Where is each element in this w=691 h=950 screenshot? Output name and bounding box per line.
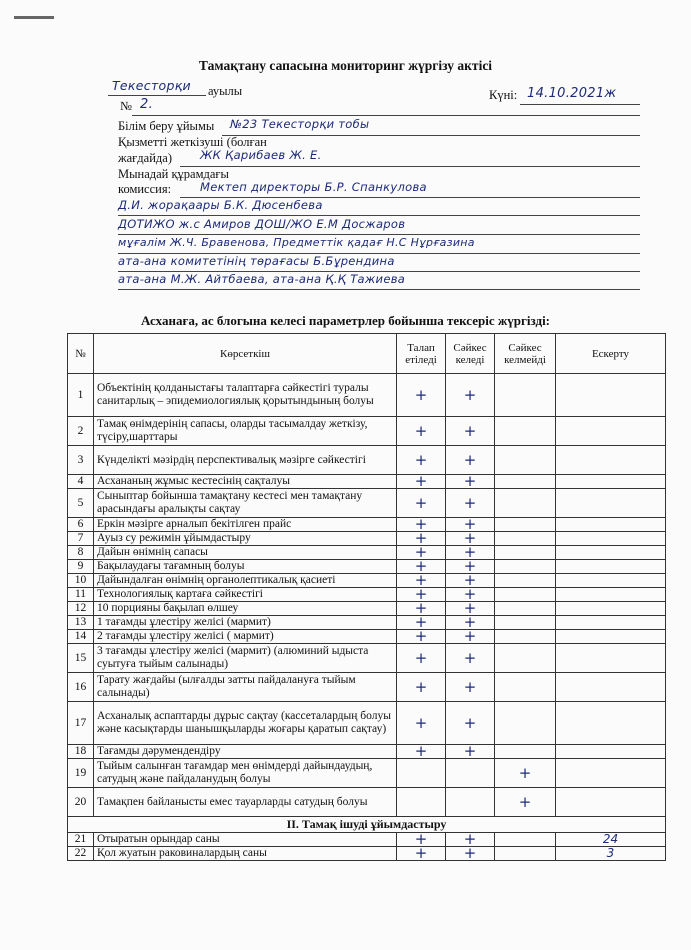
org-handwritten: №23 Текесторқи тобы <box>230 117 370 131</box>
commission-label-line2: комиссия: <box>118 182 172 196</box>
row-noncompliant <box>495 374 556 417</box>
inspection-table <box>67 333 666 861</box>
row-indicator: Дайын өнімнің сапасы <box>94 546 397 560</box>
date-underline <box>520 104 640 105</box>
row-number: 11 <box>68 588 94 602</box>
row-indicator: Тамақпен байланысты емес тауарларды сатудың болуы <box>94 788 397 817</box>
row-indicator: Тарату жағдайы (ылғалды затты пайдалануға тыйым салынады) <box>94 673 397 702</box>
row-note <box>556 602 666 616</box>
row-note <box>556 644 666 673</box>
row-note <box>556 446 666 475</box>
date-label: Күні: <box>489 88 518 102</box>
row-indicator: Бақылаудағы тағамның болуы <box>94 560 397 574</box>
row-compliant: + <box>446 673 495 702</box>
commission-underline <box>118 215 640 216</box>
row-compliant: + <box>446 560 495 574</box>
row-required: + <box>397 745 446 759</box>
row-compliant: + <box>446 446 495 475</box>
row-noncompliant <box>495 574 556 588</box>
row-required: + <box>397 847 446 861</box>
row-indicator: Объектінің қолданыстағы талаптарға сәйкестігі туралы санитарлық – эпидемиологиялық қорытындының болуы <box>94 374 397 417</box>
supplier-underline <box>180 166 640 167</box>
row-indicator: Сыныптар бойынша тамақтану кестесі мен тамақтану арасындағы аралықты сақтау <box>94 489 397 518</box>
commission-member-line: мұғалім Ж.Ч. Бравенова, Предметтік қадағ Н.С Нұрғазина <box>118 236 475 249</box>
table-row <box>68 630 666 644</box>
number-underline <box>132 115 640 116</box>
row-noncompliant <box>495 673 556 702</box>
row-compliant: + <box>446 574 495 588</box>
row-number: 9 <box>68 560 94 574</box>
row-indicator: Асхананың жұмыс кестесінің сақталуы <box>94 475 397 489</box>
table-row <box>68 847 666 861</box>
row-indicator: Күнделікті мәзірдің перспективалық мәзірге сәйкестігі <box>94 446 397 475</box>
header-note: Ескерту <box>556 334 666 374</box>
row-note <box>556 745 666 759</box>
row-required: + <box>397 518 446 532</box>
table-row <box>68 702 666 745</box>
row-number: 8 <box>68 546 94 560</box>
row-noncompliant <box>495 417 556 446</box>
commission-member-line: ата-ана М.Ж. Айтбаева, ата-ана Қ.Қ Тажиева <box>118 272 406 286</box>
row-note: 24 <box>556 833 666 847</box>
table-row <box>68 788 666 817</box>
row-indicator: Еркін мәзірге арналып бекітілген прайс <box>94 518 397 532</box>
row-number: 16 <box>68 673 94 702</box>
row-compliant: + <box>446 374 495 417</box>
row-required: + <box>397 616 446 630</box>
table-row <box>68 475 666 489</box>
commission-member-line: ата-ана комитетінің төрағасы Б.Бұрендина <box>118 254 395 268</box>
row-noncompliant <box>495 518 556 532</box>
row-number: 15 <box>68 644 94 673</box>
row-required: + <box>397 446 446 475</box>
row-required: + <box>397 702 446 745</box>
table-row <box>68 546 666 560</box>
commission-label-line1: Мынадай құрамдағы <box>118 167 229 181</box>
commission-member-line: Д.И. жорақаары Б.К. Дюсенбева <box>118 198 323 212</box>
row-noncompliant <box>495 602 556 616</box>
row-required: + <box>397 475 446 489</box>
row-indicator: Тамақ өнімдерінің сапасы, оларды тасымалдау жеткізу, түсіру,шарттары <box>94 417 397 446</box>
table-row <box>68 745 666 759</box>
row-indicator: Технологиялық картаға сәйкестігі <box>94 588 397 602</box>
village-underline <box>108 95 206 96</box>
row-noncompliant <box>495 489 556 518</box>
row-required: + <box>397 602 446 616</box>
row-required: + <box>397 489 446 518</box>
row-note <box>556 759 666 788</box>
row-indicator: 10 порцияны бақылап өлшеу <box>94 602 397 616</box>
row-note <box>556 673 666 702</box>
row-compliant: + <box>446 644 495 673</box>
row-noncompliant <box>495 475 556 489</box>
row-required: + <box>397 417 446 446</box>
row-number: 19 <box>68 759 94 788</box>
row-noncompliant: + <box>495 759 556 788</box>
header-indicator: Көрсеткіш <box>94 334 397 374</box>
row-indicator: 1 тағамды ұлестіру желісі (мармит) <box>94 616 397 630</box>
row-number: 12 <box>68 602 94 616</box>
section-2-title: II. Тамақ ішуді ұйымдастыру <box>68 817 666 833</box>
scan-mark <box>14 16 54 19</box>
header-required: Талап етіледі <box>397 334 446 374</box>
row-number: 13 <box>68 616 94 630</box>
row-required: + <box>397 574 446 588</box>
row-number: 21 <box>68 833 94 847</box>
table-row <box>68 833 666 847</box>
row-compliant: + <box>446 847 495 861</box>
supplier-handwritten: ЖК Қарибаев Ж. Е. <box>200 148 322 162</box>
table-row <box>68 417 666 446</box>
row-compliant: + <box>446 518 495 532</box>
row-required: + <box>397 673 446 702</box>
supplier-label-line2: жағдайда) <box>118 151 172 165</box>
row-compliant: + <box>446 602 495 616</box>
table-row <box>68 374 666 417</box>
row-required: + <box>397 560 446 574</box>
row-note <box>556 475 666 489</box>
row-compliant: + <box>446 702 495 745</box>
row-indicator: 3 тағамды ұлестіру желісі (мармит) (алюминий ыдыста суытуға тыйым салынады) <box>94 644 397 673</box>
header-number: № <box>68 334 94 374</box>
row-required: + <box>397 644 446 673</box>
row-note <box>556 532 666 546</box>
row-number: 20 <box>68 788 94 817</box>
row-note: 3 <box>556 847 666 861</box>
row-required: + <box>397 833 446 847</box>
row-compliant: + <box>446 745 495 759</box>
row-note <box>556 546 666 560</box>
row-note <box>556 630 666 644</box>
row-indicator: Қол жуатын раковиналардың саны <box>94 847 397 861</box>
row-indicator: 2 тағамды ұлестіру желісі ( мармит) <box>94 630 397 644</box>
header-compliant: Сәйкес келеді <box>446 334 495 374</box>
row-note <box>556 702 666 745</box>
row-noncompliant <box>495 532 556 546</box>
row-number: 4 <box>68 475 94 489</box>
row-number: 14 <box>68 630 94 644</box>
row-number: 10 <box>68 574 94 588</box>
row-noncompliant <box>495 630 556 644</box>
table-row <box>68 616 666 630</box>
row-indicator: Асханалық аспаптарды дұрыс сақтау (кассеталардың болуы және касықтарды шанышқыларды жоғары қаратып сақтау) <box>94 702 397 745</box>
row-note <box>556 616 666 630</box>
header-noncompliant: Сәйкес келмейді <box>495 334 556 374</box>
row-required <box>397 759 446 788</box>
table-row <box>68 644 666 673</box>
table-row <box>68 588 666 602</box>
row-compliant: + <box>446 833 495 847</box>
table-row <box>68 518 666 532</box>
row-note <box>556 574 666 588</box>
row-indicator: Дайындалған өнімнің органолептикалық қасиеті <box>94 574 397 588</box>
row-noncompliant <box>495 745 556 759</box>
village-label: ауылы <box>208 84 243 98</box>
row-required: + <box>397 588 446 602</box>
row-number: 7 <box>68 532 94 546</box>
row-required: + <box>397 532 446 546</box>
row-note <box>556 588 666 602</box>
row-compliant: + <box>446 417 495 446</box>
row-note <box>556 560 666 574</box>
row-indicator: Тыйым салынған тағамдар мен өнімдерді дайындаудың, сатудың және пайдаланудың болуы <box>94 759 397 788</box>
table-row <box>68 574 666 588</box>
row-note <box>556 417 666 446</box>
inspection-subtitle: Асханаға, ас блогына келесі параметрлер бойынша тексеріс жүргізді: <box>140 313 551 328</box>
row-compliant: + <box>446 546 495 560</box>
row-noncompliant <box>495 446 556 475</box>
row-compliant <box>446 759 495 788</box>
row-indicator: Тағамды дәрумендендіру <box>94 745 397 759</box>
row-note <box>556 518 666 532</box>
row-compliant <box>446 788 495 817</box>
row-noncompliant <box>495 616 556 630</box>
table-row <box>68 602 666 616</box>
row-number: 1 <box>68 374 94 417</box>
row-indicator: Ауыз су режимін ұйымдастыру <box>94 532 397 546</box>
village-handwritten: Текесторқи <box>112 78 191 93</box>
row-number: 17 <box>68 702 94 745</box>
table-row <box>68 673 666 702</box>
document-title: Тамақтану сапасына мониторинг жүргізу актісі <box>198 58 493 73</box>
row-note <box>556 489 666 518</box>
table-row <box>68 532 666 546</box>
row-note <box>556 788 666 817</box>
table-row <box>68 560 666 574</box>
row-required: + <box>397 374 446 417</box>
row-required: + <box>397 630 446 644</box>
row-required: + <box>397 546 446 560</box>
row-number: 2 <box>68 417 94 446</box>
row-indicator: Отыратын орындар саны <box>94 833 397 847</box>
row-compliant: + <box>446 616 495 630</box>
org-underline <box>222 135 640 136</box>
commission-member-line: Мектеп директоры Б.Р. Спанкулова <box>200 180 427 194</box>
commission-underline <box>118 234 640 235</box>
row-number: 18 <box>68 745 94 759</box>
row-noncompliant: + <box>495 788 556 817</box>
row-noncompliant <box>495 847 556 861</box>
row-number: 3 <box>68 446 94 475</box>
org-label: Білім беру ұйымы <box>118 119 215 133</box>
row-compliant: + <box>446 532 495 546</box>
row-noncompliant <box>495 588 556 602</box>
number-prefix: № <box>120 99 132 113</box>
number-handwritten: 2. <box>140 97 154 112</box>
date-handwritten: 14.10.2021ж <box>527 86 617 101</box>
row-compliant: + <box>446 630 495 644</box>
row-noncompliant <box>495 546 556 560</box>
row-noncompliant <box>495 560 556 574</box>
row-note <box>556 374 666 417</box>
supplier-label-line1: Қызметті жеткізуші (болған <box>118 135 267 149</box>
table-row <box>68 489 666 518</box>
row-compliant: + <box>446 588 495 602</box>
row-compliant: + <box>446 489 495 518</box>
table-row <box>68 759 666 788</box>
row-noncompliant <box>495 702 556 745</box>
row-number: 5 <box>68 489 94 518</box>
commission-member-line: ДОТИЖО ж.с Амиров ДОШ/ЖО Е.М Досжаров <box>118 217 406 231</box>
commission-underline <box>118 289 640 290</box>
row-number: 22 <box>68 847 94 861</box>
row-noncompliant <box>495 833 556 847</box>
row-noncompliant <box>495 644 556 673</box>
row-compliant: + <box>446 475 495 489</box>
table-row <box>68 446 666 475</box>
row-number: 6 <box>68 518 94 532</box>
row-required <box>397 788 446 817</box>
